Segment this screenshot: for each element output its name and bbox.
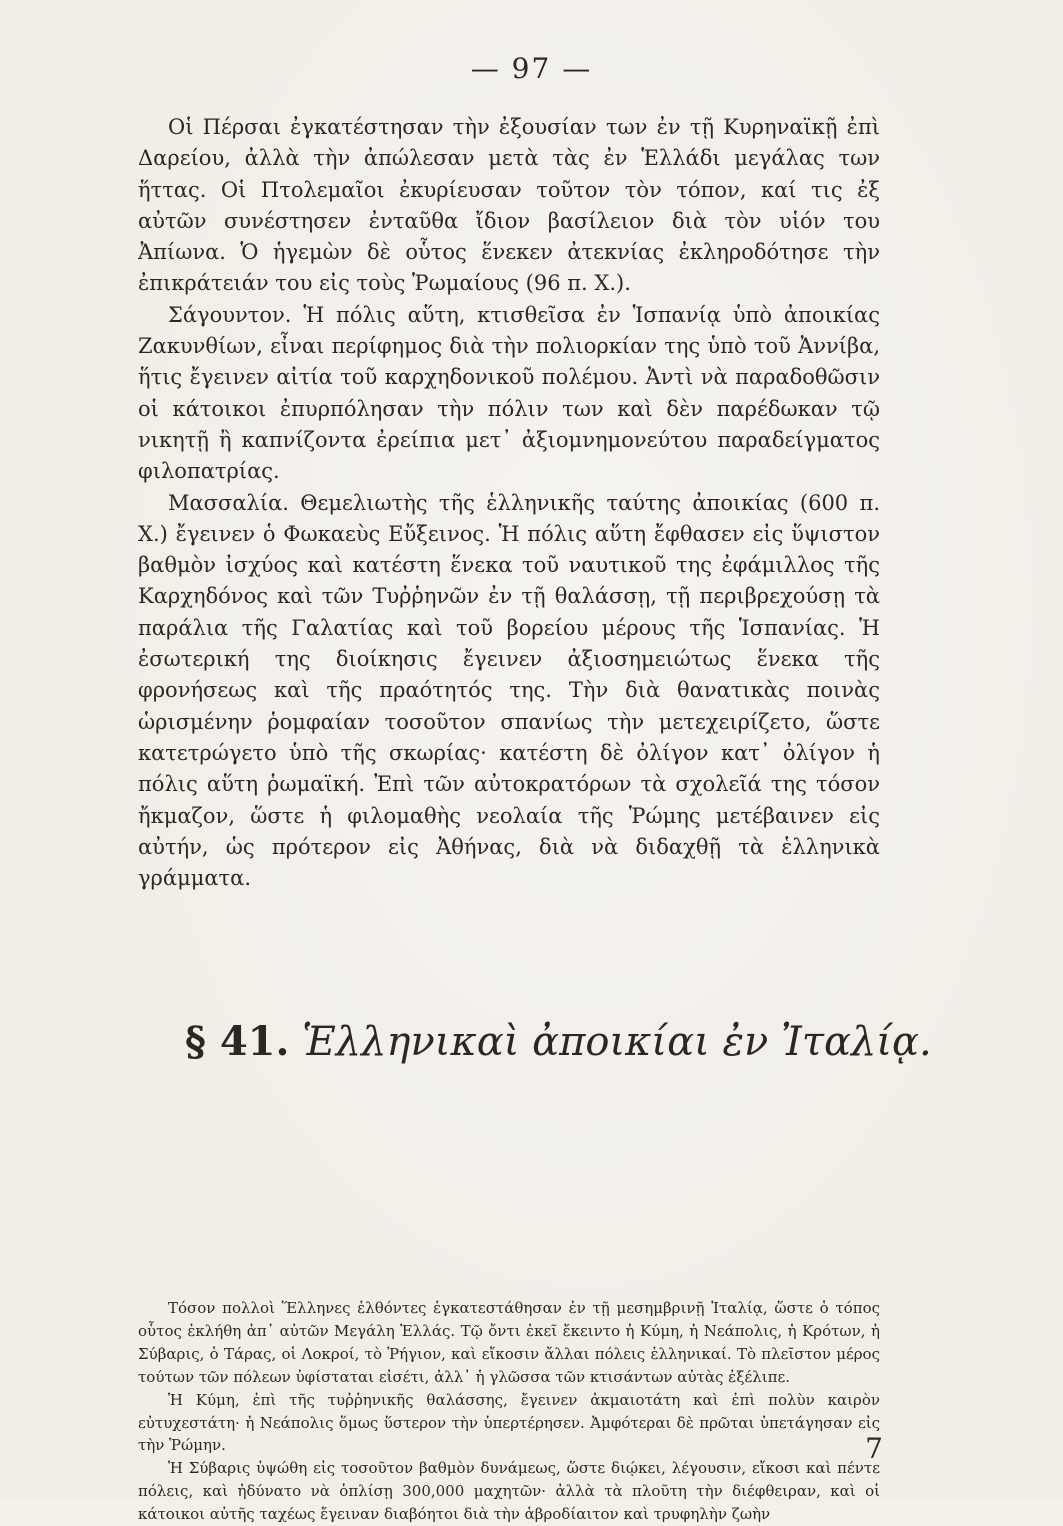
paragraph-sybaris: Ἡ Σύβαρις ὑψώθη εἰς τοσοῦτον βαθμὸν δυνάμεως, ὥστε διῴκει, λέγουσιν, εἴκοσι καὶ πέντε πόλεις, καὶ ἠδύνατο νὰ ὁπλίσῃ 300,000 μαχητῶν· ἀλλὰ τὰ πλοῦτη τὴν διέφθειραν, καὶ οἱ κάτοικοι αὐτῆς ταχέως ἔγειναν διαβόητοι διὰ τὴν ἁβροδίαιτον καὶ τρυφηλὴν ζωὴν bbox=[138, 1459, 880, 1524]
section-number: § 41. bbox=[185, 1018, 290, 1065]
section-title: Ἑλληνικαὶ ἀποικίαι ἐν Ἰταλίᾳ. bbox=[302, 1019, 932, 1065]
body-text-top bbox=[138, 112, 880, 894]
body-text-bottom bbox=[138, 1297, 880, 1526]
signature-mark: 7 bbox=[865, 1432, 883, 1465]
paragraph-kyrenaica: Οἱ Πέρσαι ἐγκατέστησαν τὴν ἐξουσίαν των ἐν τῇ Κυρηναϊκῇ ἐπὶ Δαρείου, ἀλλὰ τὴν ἀπώλεσαν μετὰ τὰς ἐν Ἑλλάδι μεγάλας των ἥττας. Οἱ Πτολεμαῖοι ἐκυρίευσαν τοῦτον τὸν τόπον, καί τις ἐξ αὐτῶν συνέστησεν ἐνταῦθα ἴδιον βασίλειον διὰ τὸν υἱόν του Ἀπίωνα. Ὁ ἡγεμὼν δὲ οὗτος ἕνεκεν ἀτεκνίας ἐκληροδότησε τὴν ἐπικράτειάν του εἰς τοὺς Ῥωμαίους (96 π. Χ.). bbox=[138, 115, 880, 296]
paragraph-magna-graecia: Τόσον πολλοὶ Ἕλληνες ἐλθόντες ἐγκατεστάθησαν ἐν τῇ μεσημβρινῇ Ἰταλίᾳ, ὥστε ὁ τόπος οὗτος ἐκλήθη ἀπ᾽ αὐτῶν Μεγάλη Ἑλλάς. Τῷ ὄντι ἐκεῖ ἔκειντο ἡ Κύμη, ἡ Νεάπολις, ἡ Κρότων, ἡ Σύβαρις, ὁ Τάρας, οἱ Λοκροί, τὸ Ῥήγιον, καὶ εἴκοσιν ἄλλαι πόλεις ἑλληνικαί. Τὸ πλεῖστον μέρος τούτων τῶν πόλεων ὑφίσταται εἰσέτι, ἀλλ᾽ ἡ γλῶσσα τῶν κτισάντων αὐτὰς ἐξέλιπε. bbox=[138, 1299, 880, 1386]
section-heading bbox=[185, 1016, 932, 1068]
paragraph-saguntum: Σάγουντον. Ἡ πόλις αὕτη, κτισθεῖσα ἐν Ἱσπανίᾳ ὑπὸ ἀποικίας Ζακυνθίων, εἶναι περίφημος διὰ τὴν πολιορκίαν της ὑπὸ τοῦ Ἀννίβα, ἥτις ἔγεινεν αἰτία τοῦ καρχηδονικοῦ πολέμου. Ἀντὶ νὰ παραδοθῶσιν οἱ κάτοικοι ἐπυρπόλησαν τὴν πόλιν των καὶ δὲν παρέδωκαν τῷ νικητῇ ἢ καπνίζοντα ἐρείπια μετ᾽ ἀξιομνημονεύτου παραδείγματος φιλοπατρίας. bbox=[138, 302, 880, 484]
paragraph-massalia: Μασσαλία. Θεμελιωτὴς τῆς ἑλληνικῆς ταύτης ἀποικίας (600 π. Χ.) ἔγεινεν ὁ Φωκαεὺς Εὔξεινος. Ἡ πόλις αὕτη ἔφθασεν εἰς ὕψιστον βαθμὸν ἰσχύος καὶ κατέστη ἕνεκα τοῦ ναυτικοῦ της ἐφάμιλλος τῆς Καρχηδόνος καὶ τῶν Τυῤῥηνῶν ἐν τῇ θαλάσσῃ, τῇ περιβρεχούσῃ τὰ παράλια τῆς Γαλατίας καὶ τοῦ βορείου μέρους τῆς Ἱσπανίας. Ἡ ἐσωτερική της διοίκησις ἔγεινεν ἀξιοσημειώτως ἕνεκα τῆς φρονήσεως καὶ τῆς πραότητός της. Τὴν διὰ θανατικὰς ποινὰς ὡρισμένην ῥομφαίαν τοσοῦτον σπανίως τὴν μετεχειρίζετο, ὥστε κατετρώγετο ὑπὸ τῆς σκωρίας· κατέστη δὲ ὀλίγον κατ᾽ ὀλίγον ἡ πόλις αὕτη ῥωμαϊκή. Ἐπὶ τῶν αὐτοκρατόρων τὰ σχολεῖά της τόσον ἤκμαζον, ὥστε ἡ φιλομαθὴς νεολαία τῆς Ῥώμης μετέβαινεν εἰς αὐτήν, ὡς πρότερον εἰς Ἀθήνας, διὰ νὰ διδαχθῇ τὰ ἑλληνικὰ γράμματα. bbox=[138, 490, 880, 891]
page-number: — 97 — bbox=[470, 52, 593, 85]
paragraph-kyme: Ἡ Κύμη, ἐπὶ τῆς τυῤῥηνικῆς θαλάσσης, ἔγεινεν ἀκμαιοτάτη καὶ ἐπὶ πολὺν καιρὸν εὐτυχεστάτη· ἡ Νεάπολις ὅμως ὕστερον τὴν ὑπερτέρησεν. Ἀμφότεραι δὲ πρῶται ὑπετάγησαν εἰς τὴν Ῥώμην. bbox=[138, 1390, 880, 1455]
